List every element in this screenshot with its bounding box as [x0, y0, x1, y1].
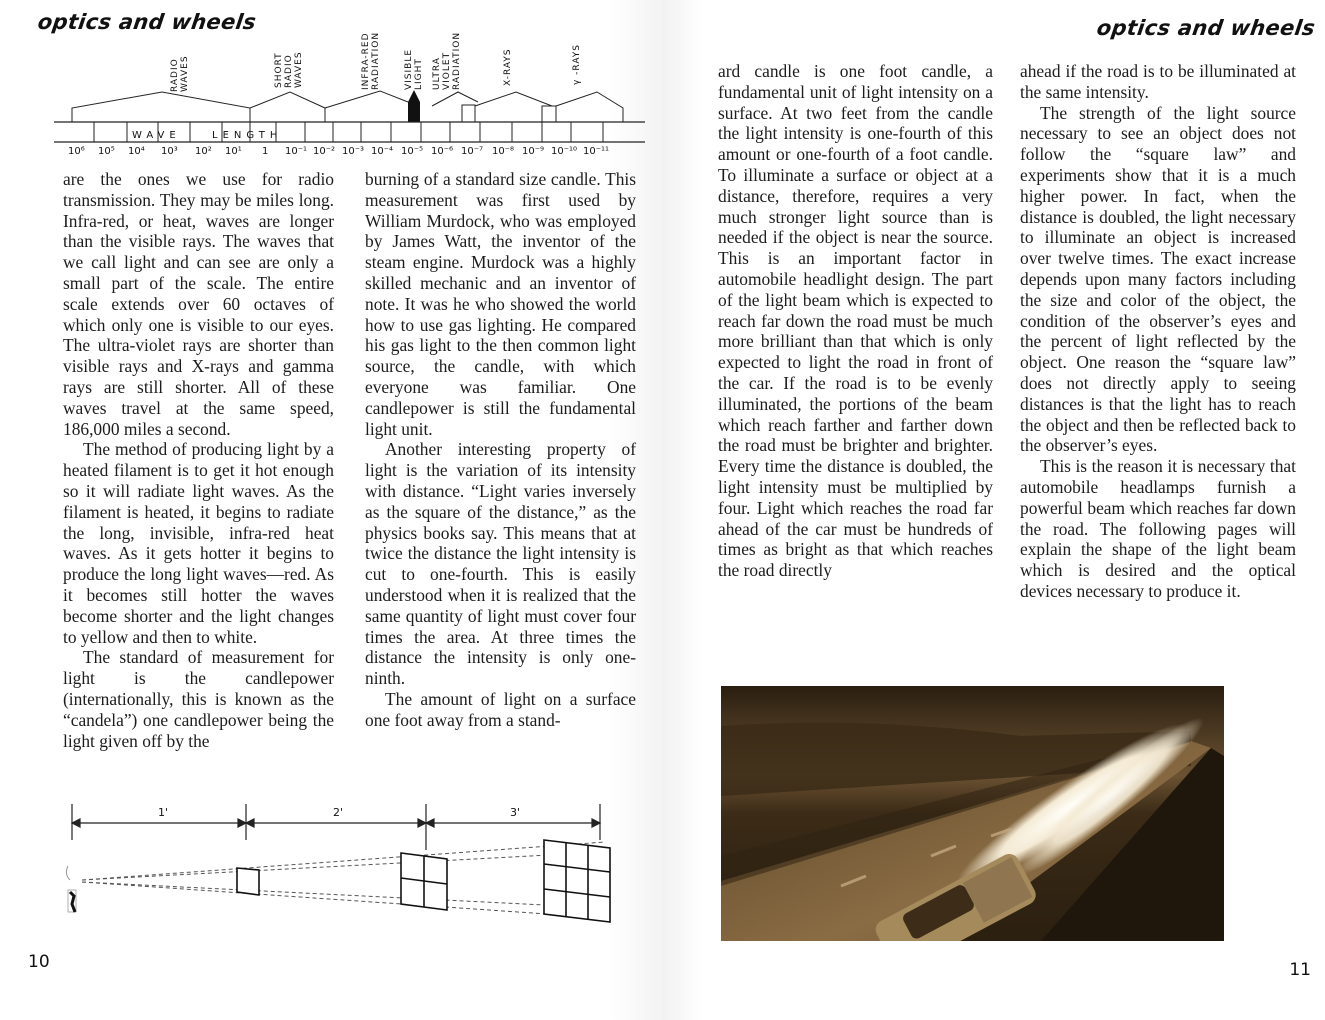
- svg-text:10⁻¹⁰: 10⁻¹⁰: [551, 146, 578, 157]
- svg-text:10⁻⁵: 10⁻⁵: [401, 146, 424, 157]
- paragraph: burning of a standard size candle. This measurement was first used by William Murdock, who was employed by James Watt, the inventor of the steam engine. Murdock was a highly skilled mechanic and an inventor of note. It was he who showed the world how to use gas lighting. He compared his gas light to the then common light source, the candle, with which everyone was familiar. One candlepower is still the fundamental light unit.: [365, 169, 636, 439]
- candle-icon: [66, 866, 76, 912]
- distance-label-3ft: 3': [510, 806, 521, 819]
- svg-text:10³: 10³: [161, 146, 178, 157]
- paragraph: The strength of the light source necessary to see an object does not follow the “square law” and experiments show that it is a much higher power. In fact, when the distance is doubled, the light necessary to illuminate an object is increased over twelve times. The exact increase depends upon many factors including the size and color of the object, the condition of the observer’s eyes and the percent of light reflected by the object. One reason the “square law” does not directly apply to seeing distances is that the light has to reach the object and then be reflected back to the observer’s eyes.: [1020, 102, 1296, 456]
- right-page: [662, 0, 1325, 1020]
- band-label-visible: VISIBLELIGHT: [404, 48, 424, 90]
- paragraph: ard candle is one foot candle, a fundamental unit of light intensity on a surface. At two feet from the candle the light intensity is one-fourth of this amount or one-fourth of a foot candle. To illuminate a surface or object at a distance, therefore, requires a very much stronger light source than is needed if the object is near the source. This is an important factor in automobile headlight design. The part of the light beam which is expected to reach far down the road must be much more brilliant than that which is only expected to light the road in front of the car. If the road is to be evenly illuminated, the portions of the beam which reach farther and farther down the road must be brighter and brighter. Every time the distance is doubled, the light intensity must be multiplied by four. Light which reaches the road far ahead of the car must be hundreds of times as bright as that which reaches the road directly: [718, 61, 993, 581]
- paragraph: The amount of light on a surface one foot away from a stand-: [365, 688, 636, 730]
- spectrum-diagram: [50, 10, 650, 157]
- svg-text:10⁵: 10⁵: [98, 146, 115, 157]
- paragraph: ahead if the road is to be illuminated at the same intensity.: [1020, 61, 1296, 102]
- headlight-illustration: [721, 686, 1224, 941]
- page-number-right: 11: [1289, 960, 1311, 980]
- visible-light-marker: [408, 90, 420, 122]
- svg-text:1: 1: [262, 146, 269, 157]
- svg-text:10⁻⁴: 10⁻⁴: [371, 146, 394, 157]
- running-head-right: optics and wheels: [1095, 16, 1317, 40]
- left-page: [0, 0, 662, 1020]
- svg-text:10⁻³: 10⁻³: [342, 146, 365, 157]
- inverse-square-diagram: [50, 800, 650, 920]
- left-page-column-1: [63, 169, 334, 751]
- svg-text:10⁻⁶: 10⁻⁶: [431, 146, 454, 157]
- band-label-infrared: INFRA-REDRADIATION: [361, 31, 381, 90]
- paragraph: are the ones we use for radio transmission. They may be miles long. Infra-red, or heat, waves are longer than the visible rays. The waves that we call light and can see are only a small part of the scale. The entire scale extends over 60 octaves of which only one is visible to our eyes. The ultra-violet rays are shorter than visible rays and X-rays and gamma rays are still shorter. All of these waves travel at the same speed, 186,000 miles a second.: [63, 169, 334, 439]
- svg-text:10²: 10²: [195, 146, 212, 157]
- wavelength-ticks: [68, 146, 609, 157]
- paragraph: This is the reason it is necessary that automobile headlamps furnish a powerful beam which reaches far down the road. The following pages will explain the shape of the light beam which is desired and the optical devices necessary to produce it.: [1020, 456, 1296, 601]
- spectrum-band-labels: [170, 32, 582, 92]
- scale-word-wave: WAVE: [132, 130, 181, 141]
- distance-label-2ft: 2': [333, 806, 344, 819]
- right-page-column-2: [1020, 61, 1296, 602]
- page-number-left: 10: [28, 952, 50, 972]
- left-page-column-2: [365, 169, 636, 731]
- svg-text:10⁻⁸: 10⁻⁸: [492, 146, 515, 157]
- paragraph: Another interesting property of light is the variation of its intensity with distance. “Light varies inversely as the square of the distance,” as the physics books say. This means that at twice the distance the light intensity is cut to one-fourth. This is easily understood when it is realized that the same quantity of light must cover four times the area. At three times the distance the intensity is only one-ninth.: [365, 439, 636, 689]
- panels: [237, 840, 610, 922]
- svg-text:10⁻¹: 10⁻¹: [285, 146, 308, 157]
- svg-text:10¹: 10¹: [225, 146, 242, 157]
- band-label-short-radio: SHORTRADIOWAVES: [274, 51, 304, 88]
- svg-text:10⁻⁷: 10⁻⁷: [461, 146, 484, 157]
- right-page-column-1: [718, 61, 993, 581]
- band-label-xrays: X-RAYS: [503, 48, 513, 86]
- band-label-radio: RADIOWAVES: [170, 55, 190, 92]
- svg-text:10⁻⁹: 10⁻⁹: [522, 146, 545, 157]
- svg-text:10⁻²: 10⁻²: [313, 146, 336, 157]
- svg-text:10⁶: 10⁶: [68, 146, 85, 157]
- paragraph: The method of producing light by a heated filament is to get it hot enough so it will radiate light waves. As the filament is heated, it begins to radiate the long, invisible, infra-red heat waves. As it gets hotter it begins to produce the long light waves—red. As it becomes still hotter the waves become shorter and the light changes to yellow and then to white.: [63, 439, 334, 647]
- svg-text:10⁴: 10⁴: [128, 146, 145, 157]
- svg-text:10⁻¹¹: 10⁻¹¹: [583, 146, 610, 157]
- distance-label-1ft: 1': [158, 806, 169, 819]
- band-label-gamma: γ -RAYS: [572, 44, 582, 85]
- band-label-ultraviolet: ULTRAVIOLETRADIATION: [432, 31, 462, 90]
- running-head-left: optics and wheels: [36, 10, 258, 34]
- scale-word-length: LENGTH: [212, 130, 283, 141]
- paragraph: The standard of measurement for light is the candlepower (internationally, this is known as the “candela”) one candlepower being the light given off by the: [63, 647, 334, 751]
